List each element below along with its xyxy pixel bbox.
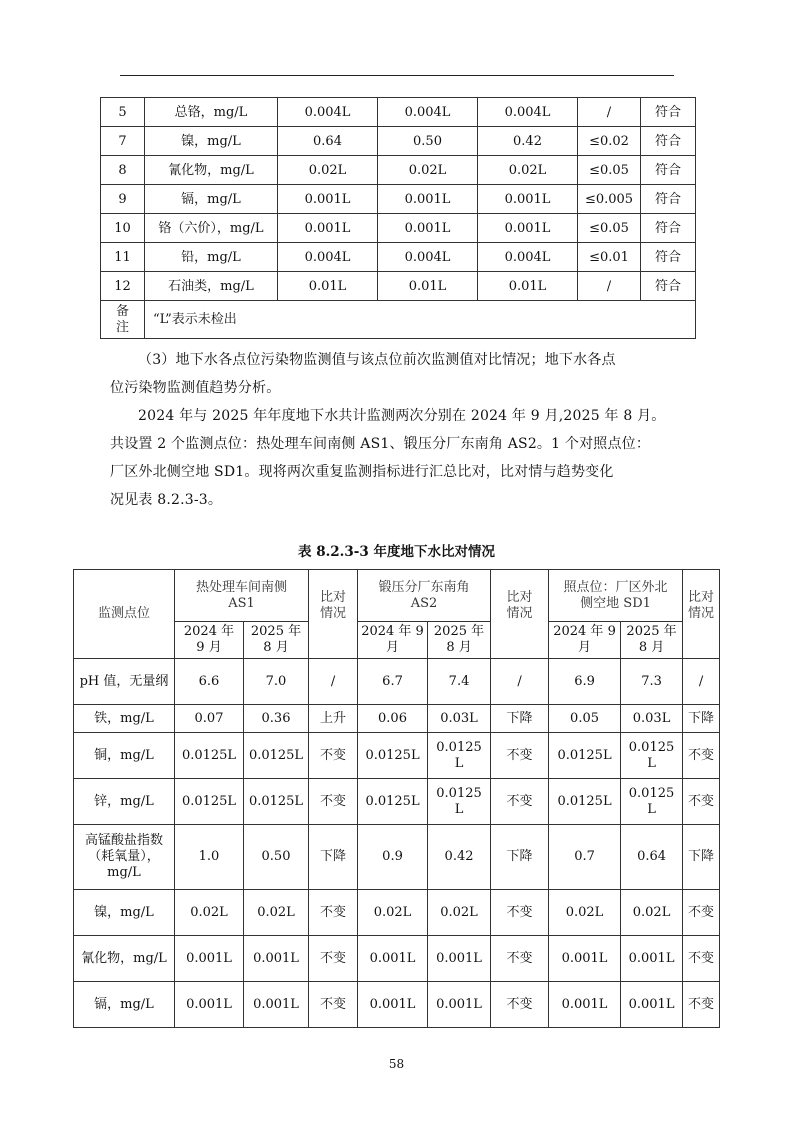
cell-a2: 0.36 bbox=[244, 705, 309, 733]
cell-a1: 0.001L bbox=[175, 982, 244, 1028]
cell-limit: ≤0.005 bbox=[578, 185, 641, 214]
cell-cc: / bbox=[683, 659, 720, 705]
table-row bbox=[74, 659, 720, 705]
table-note-row bbox=[101, 301, 696, 339]
cell-b2: 0.001L bbox=[428, 982, 491, 1028]
paragraph-comparison-intro-cont bbox=[110, 374, 685, 402]
page-number: 58 bbox=[388, 1057, 405, 1071]
cell-a1: 0.07 bbox=[175, 705, 244, 733]
header-date: 2024 年 9 月 bbox=[175, 622, 244, 659]
cell-c1: 0.0125L bbox=[549, 733, 621, 779]
cell-no: 7 bbox=[101, 127, 145, 156]
cell-v3: 0.42 bbox=[478, 127, 578, 156]
cell-limit: / bbox=[578, 272, 641, 301]
table-row bbox=[74, 705, 720, 733]
cell-v3: 0.001L bbox=[478, 214, 578, 243]
cell-v1: 0.01L bbox=[278, 272, 378, 301]
text-line: （3）地下水各点位污染物监测值与该点位前次监测值对比情况；地下水各点 bbox=[138, 352, 616, 368]
cell-no: 12 bbox=[101, 272, 145, 301]
table-row bbox=[74, 779, 720, 825]
cell-v3: 0.004L bbox=[478, 98, 578, 127]
cell-b1: 0.0125L bbox=[358, 733, 428, 779]
header-date: 2024 年 9 月 bbox=[358, 622, 428, 659]
header-site-sd1: 照点位：厂区外北 侧空地 SD1 bbox=[549, 570, 683, 622]
table-row bbox=[101, 156, 696, 185]
cell-v1: 0.64 bbox=[278, 127, 378, 156]
paragraph-monitoring-desc-cont bbox=[110, 430, 685, 514]
header-compare-1: 比对 情况 bbox=[309, 570, 358, 659]
note-text: “L”表示未检出 bbox=[145, 301, 696, 339]
cell-no: 10 bbox=[101, 214, 145, 243]
table-row bbox=[101, 98, 696, 127]
cell-c2: 7.3 bbox=[621, 659, 683, 705]
text-line: 2024 年与 2025 年年度地下水共计监测两次分别在 2024 年 9 月,2025 年 8 月。 bbox=[138, 408, 666, 424]
cell-ac: 不变 bbox=[309, 936, 358, 982]
cell-cc: 下降 bbox=[683, 825, 720, 890]
cell-c2: 0.001L bbox=[621, 982, 683, 1028]
cell-v3: 0.01L bbox=[478, 272, 578, 301]
cell-a1: 0.001L bbox=[175, 936, 244, 982]
cell-v1: 0.001L bbox=[278, 214, 378, 243]
cell-result: 符合 bbox=[641, 98, 696, 127]
cell-bc: 下降 bbox=[491, 705, 549, 733]
cell-b2: 0.0125 L bbox=[428, 733, 491, 779]
cell-cc: 不变 bbox=[683, 982, 720, 1028]
cell-a2: 0.001L bbox=[244, 982, 309, 1028]
cell-c1: 0.0125L bbox=[549, 779, 621, 825]
cell-ac: 不变 bbox=[309, 982, 358, 1028]
cell-b2: 0.42 bbox=[428, 825, 491, 890]
cell-a2: 7.0 bbox=[244, 659, 309, 705]
cell-item: 石油类，mg/L bbox=[145, 272, 278, 301]
cell-b1: 0.06 bbox=[358, 705, 428, 733]
cell-c1: 0.001L bbox=[549, 936, 621, 982]
cell-item: pH 值，无量纲 bbox=[74, 659, 175, 705]
header-compare-2: 比对 情况 bbox=[491, 570, 549, 659]
cell-item: 镉，mg/L bbox=[74, 982, 175, 1028]
cell-c2: 0.001L bbox=[621, 936, 683, 982]
cell-limit: ≤0.05 bbox=[578, 214, 641, 243]
cell-c2: 0.0125 L bbox=[621, 779, 683, 825]
cell-v3: 0.02L bbox=[478, 156, 578, 185]
cell-a1: 1.0 bbox=[175, 825, 244, 890]
cell-a2: 0.001L bbox=[244, 936, 309, 982]
cell-v2: 0.001L bbox=[378, 185, 478, 214]
table-row bbox=[101, 243, 696, 272]
cell-v3: 0.004L bbox=[478, 243, 578, 272]
cell-c1: 6.9 bbox=[549, 659, 621, 705]
cell-b1: 0.0125L bbox=[358, 779, 428, 825]
cell-result: 符合 bbox=[641, 214, 696, 243]
cell-c1: 0.05 bbox=[549, 705, 621, 733]
table-row bbox=[101, 185, 696, 214]
cell-v2: 0.02L bbox=[378, 156, 478, 185]
cell-v1: 0.001L bbox=[278, 185, 378, 214]
table-row bbox=[74, 890, 720, 936]
cell-v2: 0.004L bbox=[378, 243, 478, 272]
cell-b2: 0.03L bbox=[428, 705, 491, 733]
comparison-table bbox=[73, 569, 720, 1028]
cell-c2: 0.03L bbox=[621, 705, 683, 733]
header-rule bbox=[120, 75, 674, 76]
cell-b2: 0.001L bbox=[428, 936, 491, 982]
cell-bc: 不变 bbox=[491, 890, 549, 936]
cell-v1: 0.004L bbox=[278, 243, 378, 272]
cell-a1: 0.02L bbox=[175, 890, 244, 936]
cell-item: 镍，mg/L bbox=[74, 890, 175, 936]
header-compare-3: 比对 情况 bbox=[683, 570, 720, 659]
cell-ac: / bbox=[309, 659, 358, 705]
cell-a1: 6.6 bbox=[175, 659, 244, 705]
cell-item: 氰化物，mg/L bbox=[145, 156, 278, 185]
cell-result: 符合 bbox=[641, 272, 696, 301]
cell-bc: 下降 bbox=[491, 825, 549, 890]
header-site-as2: 锻压分厂东南角 AS2 bbox=[358, 570, 491, 622]
cell-no: 8 bbox=[101, 156, 145, 185]
text-line: 共设置 2 个监测点位：热处理车间南侧 AS1、锻压分厂东南角 AS2。1 个对照点位： bbox=[110, 436, 651, 452]
cell-a2: 0.02L bbox=[244, 890, 309, 936]
cell-bc: 不变 bbox=[491, 733, 549, 779]
table-row bbox=[101, 214, 696, 243]
table-row bbox=[74, 982, 720, 1028]
table-row bbox=[101, 127, 696, 156]
cell-ac: 不变 bbox=[309, 779, 358, 825]
cell-ac: 不变 bbox=[309, 733, 358, 779]
cell-b1: 0.001L bbox=[358, 982, 428, 1028]
cell-item: 铬（六价），mg/L bbox=[145, 214, 278, 243]
cell-limit: ≤0.05 bbox=[578, 156, 641, 185]
header-date: 2025 年 8 月 bbox=[428, 622, 491, 659]
table-caption: 表 8.2.3-3 年度地下水比对情况 bbox=[298, 544, 495, 560]
cell-c2: 0.0125 L bbox=[621, 733, 683, 779]
cell-c1: 0.7 bbox=[549, 825, 621, 890]
cell-b1: 0.9 bbox=[358, 825, 428, 890]
cell-c1: 0.02L bbox=[549, 890, 621, 936]
cell-c2: 0.64 bbox=[621, 825, 683, 890]
cell-a2: 0.50 bbox=[244, 825, 309, 890]
header-date: 2025 年 8 月 bbox=[244, 622, 309, 659]
standards-table bbox=[100, 97, 696, 339]
header-date: 2025 年 8 月 bbox=[621, 622, 683, 659]
cell-item: 铅，mg/L bbox=[145, 243, 278, 272]
cell-v3: 0.001L bbox=[478, 185, 578, 214]
cell-b2: 7.4 bbox=[428, 659, 491, 705]
text-line: 况见表 8.2.3-3。 bbox=[110, 492, 223, 508]
header-site-as1: 热处理车间南侧 AS1 bbox=[175, 570, 309, 622]
table-row bbox=[74, 825, 720, 890]
cell-cc: 不变 bbox=[683, 936, 720, 982]
cell-item: 镉，mg/L bbox=[145, 185, 278, 214]
cell-cc: 不变 bbox=[683, 779, 720, 825]
cell-result: 符合 bbox=[641, 185, 696, 214]
cell-c1: 0.001L bbox=[549, 982, 621, 1028]
cell-bc: / bbox=[491, 659, 549, 705]
cell-item: 铁，mg/L bbox=[74, 705, 175, 733]
cell-a2: 0.0125L bbox=[244, 779, 309, 825]
header-row-1 bbox=[74, 570, 720, 622]
text-line: 厂区外北侧空地 SD1。现将两次重复监测指标进行汇总比对，比对情与趋势变化 bbox=[110, 464, 614, 480]
text-line: 位污染物监测值趋势分析。 bbox=[110, 380, 281, 396]
paragraph-comparison-intro bbox=[110, 346, 685, 374]
cell-b2: 0.02L bbox=[428, 890, 491, 936]
cell-b1: 0.001L bbox=[358, 936, 428, 982]
cell-v2: 0.001L bbox=[378, 214, 478, 243]
cell-v1: 0.02L bbox=[278, 156, 378, 185]
cell-result: 符合 bbox=[641, 243, 696, 272]
cell-bc: 不变 bbox=[491, 779, 549, 825]
cell-item: 铜，mg/L bbox=[74, 733, 175, 779]
cell-no: 9 bbox=[101, 185, 145, 214]
cell-limit: / bbox=[578, 98, 641, 127]
cell-ac: 不变 bbox=[309, 890, 358, 936]
cell-b2: 0.0125 L bbox=[428, 779, 491, 825]
cell-result: 符合 bbox=[641, 127, 696, 156]
cell-bc: 不变 bbox=[491, 982, 549, 1028]
paragraph-monitoring-desc bbox=[110, 402, 685, 430]
cell-result: 符合 bbox=[641, 156, 696, 185]
header-point-label: 监测点位 bbox=[74, 570, 175, 659]
cell-v1: 0.004L bbox=[278, 98, 378, 127]
cell-item: 氰化物，mg/L bbox=[74, 936, 175, 982]
cell-limit: ≤0.02 bbox=[578, 127, 641, 156]
cell-b1: 0.02L bbox=[358, 890, 428, 936]
cell-ac: 下降 bbox=[309, 825, 358, 890]
header-date: 2024 年 9 月 bbox=[549, 622, 621, 659]
table-row bbox=[74, 936, 720, 982]
cell-v2: 0.50 bbox=[378, 127, 478, 156]
table-row bbox=[74, 733, 720, 779]
cell-bc: 不变 bbox=[491, 936, 549, 982]
cell-item: 镍，mg/L bbox=[145, 127, 278, 156]
cell-v2: 0.004L bbox=[378, 98, 478, 127]
cell-no: 11 bbox=[101, 243, 145, 272]
cell-c2: 0.02L bbox=[621, 890, 683, 936]
cell-item: 锌，mg/L bbox=[74, 779, 175, 825]
cell-cc: 不变 bbox=[683, 890, 720, 936]
cell-a2: 0.0125L bbox=[244, 733, 309, 779]
cell-v2: 0.01L bbox=[378, 272, 478, 301]
cell-a1: 0.0125L bbox=[175, 733, 244, 779]
cell-b1: 6.7 bbox=[358, 659, 428, 705]
note-label: 备 注 bbox=[101, 301, 145, 339]
cell-item: 总铬，mg/L bbox=[145, 98, 278, 127]
cell-ac: 上升 bbox=[309, 705, 358, 733]
cell-limit: ≤0.01 bbox=[578, 243, 641, 272]
cell-cc: 不变 bbox=[683, 733, 720, 779]
cell-cc: 下降 bbox=[683, 705, 720, 733]
cell-item: 高锰酸盐指数（耗氧量），mg/L bbox=[74, 825, 175, 890]
cell-a1: 0.0125L bbox=[175, 779, 244, 825]
cell-no: 5 bbox=[101, 98, 145, 127]
table-row bbox=[101, 272, 696, 301]
